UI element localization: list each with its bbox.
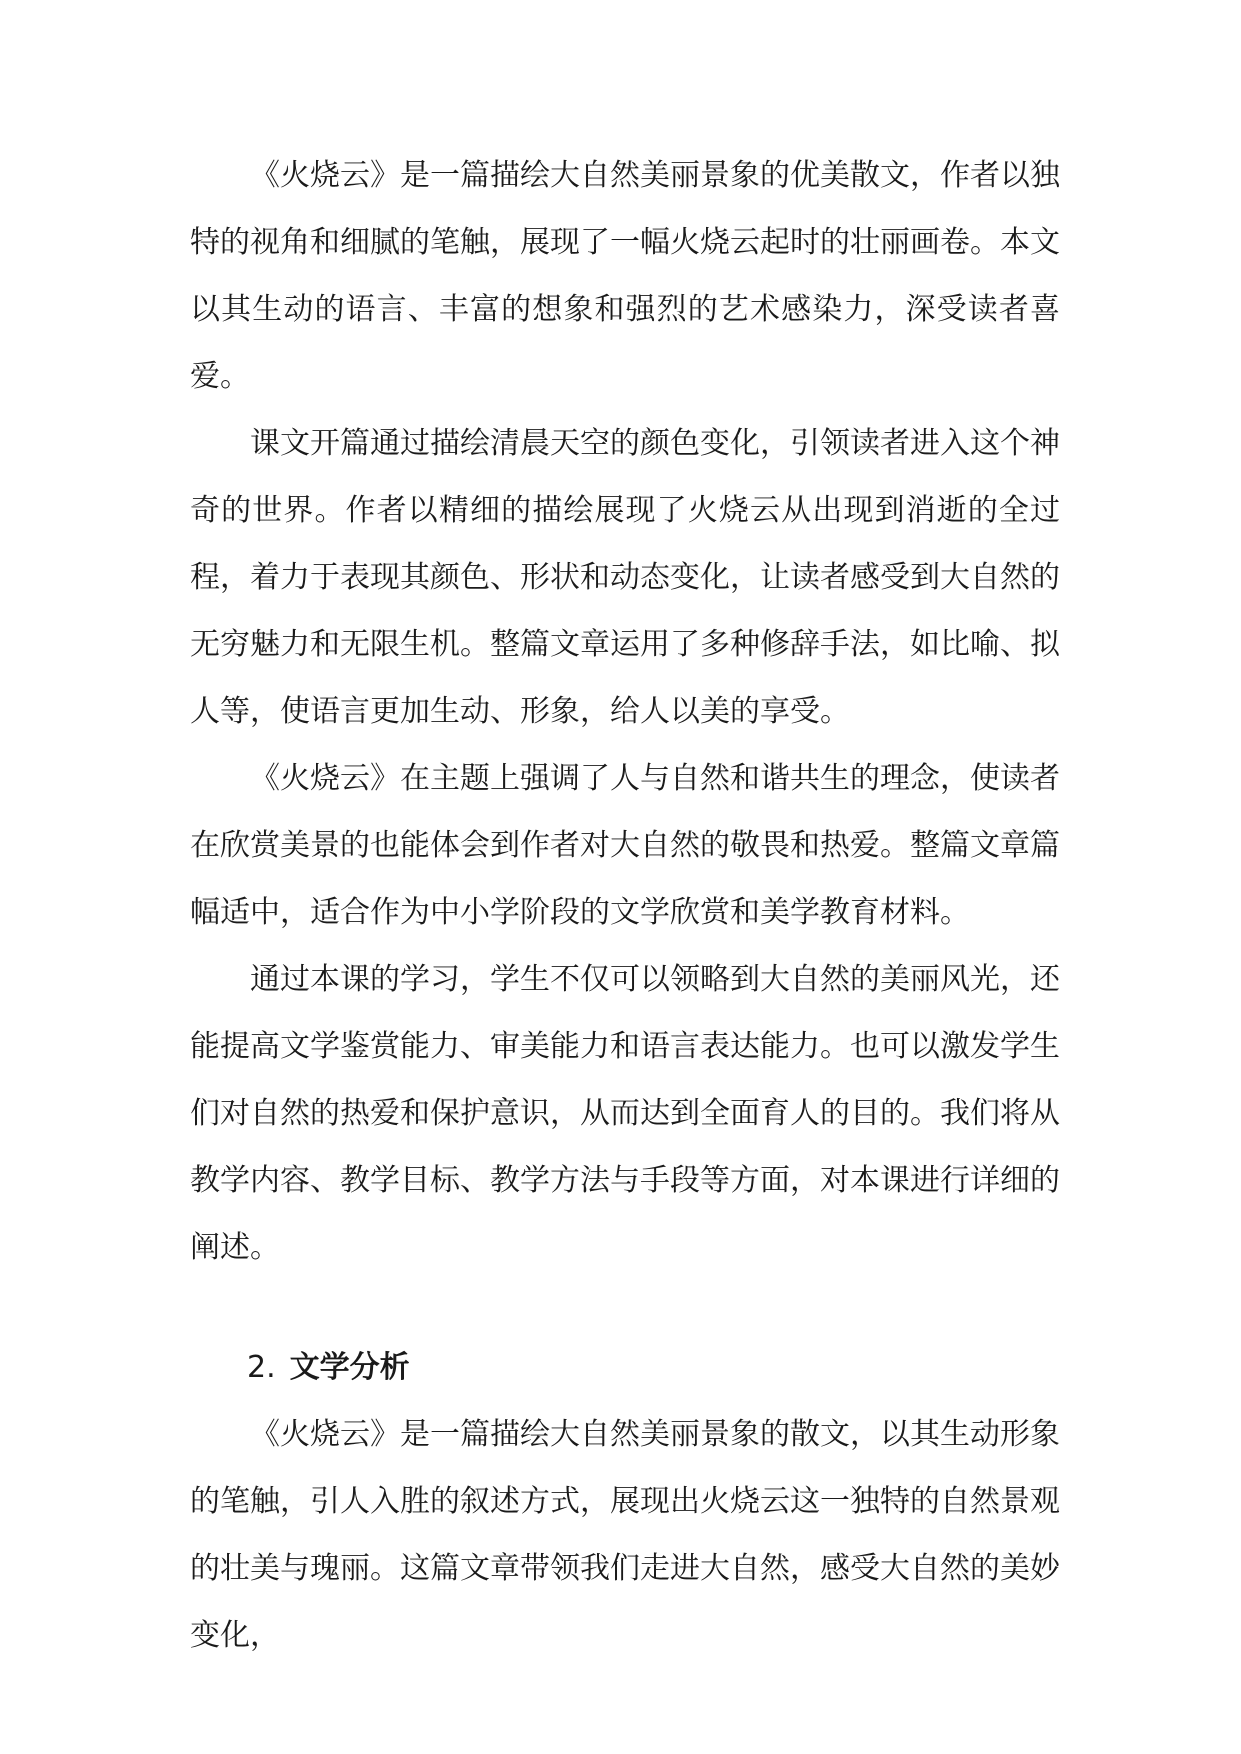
section-heading <box>190 1334 1060 1401</box>
section-title: 文学分析 <box>289 1350 410 1385</box>
paragraph-literary-analysis: 《火烧云》是一篇描绘大自然美丽景象的散文，以其生动形象的笔触，引人入胜的叙述方式，展现出火烧云这一独特的自然景观的壮美与瑰丽。这篇文章带领我们走进大自然，感受大自然的美妙变化， <box>190 1417 1060 1653</box>
paragraph-opening: 课文开篇通过描绘清晨天空的颜色变化，引领读者进入这个神奇的世界。作者以精细的描绘展现了火烧云从出现到消逝的全过程，着力于表现其颜色、形状和动态变化，让读者感受到大自然的无穷魅力和无限生机。整篇文章运用了多种修辞手法，如比喻、拟人等，使语言更加生动、形象，给人以美的享受。 <box>190 426 1060 729</box>
paragraph-learning: 通过本课的学习，学生不仅可以领略到大自然的美丽风光，还能提高文学鉴赏能力、审美能力和语言表达能力。也可以激发学生们对自然的热爱和保护意识，从而达到全面育人的目的。我们将从教学内容、教学目标、教学方法与手段等方面，对本课进行详细的阐述。 <box>190 962 1060 1265</box>
paragraph-intro: 《火烧云》是一篇描绘大自然美丽景象的优美散文，作者以独特的视角和细腻的笔触，展现了一幅火烧云起时的壮丽画卷。本文以其生动的语言、丰富的想象和强烈的艺术感染力，深受读者喜爱。 <box>190 158 1060 394</box>
paragraph-theme: 《火烧云》在主题上强调了人与自然和谐共生的理念，使读者在欣赏美景的也能体会到作者对大自然的敬畏和热爱。整篇文章篇幅适中，适合作为中小学阶段的文学欣赏和美学教育材料。 <box>190 761 1060 930</box>
document-body <box>190 142 1060 1669</box>
section-number: 2. <box>247 1350 276 1385</box>
